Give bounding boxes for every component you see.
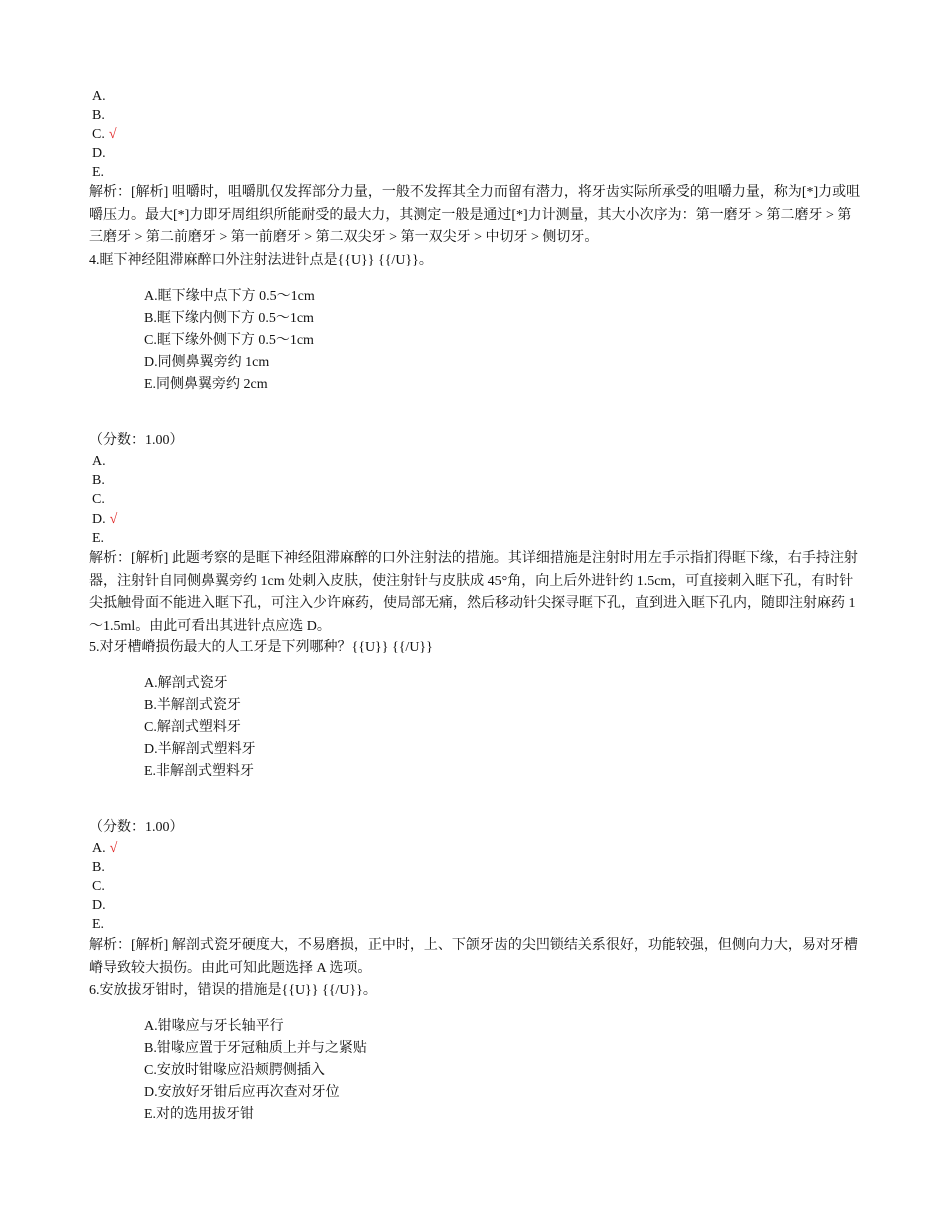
choice-d: D.半解剖式塑料牙: [144, 742, 256, 757]
choice-e: E.对的选用拔牙钳: [144, 1107, 255, 1122]
answer-option-e: E.: [92, 531, 105, 546]
answer-option-d: D.: [92, 898, 106, 913]
choice-b: B.半解剖式瓷牙: [144, 698, 241, 713]
question-title: 4.眶下神经阻滞麻醉口外注射法进针点是{{U}} {{/U}}。: [89, 253, 433, 268]
correct-check-mark: √: [109, 512, 118, 527]
answer-option-c: C.: [92, 879, 105, 894]
choice-a: A.钳喙应与牙长轴平行: [144, 1019, 284, 1034]
choice-b: B.钳喙应置于牙冠釉质上并与之紧贴: [144, 1041, 367, 1056]
choice-e: E.同侧鼻翼旁约 2cm: [144, 377, 268, 392]
choice-b: B.眶下缘内侧下方 0.5～1cm: [144, 311, 314, 326]
answer-option-b: B.: [92, 473, 105, 488]
answer-option-b: B.: [92, 108, 105, 123]
score-label: （分数：1.00）: [89, 820, 184, 835]
answer-option-c: C.: [92, 492, 105, 507]
answer-option-d: D.: [92, 146, 106, 161]
question-title: 6.安放拔牙钳时，错误的措施是{{U}} {{/U}}。: [89, 983, 377, 998]
choice-d: D.同侧鼻翼旁约 1cm: [144, 355, 270, 370]
answer-option-a: A.: [92, 454, 106, 469]
question-title: 5.对牙槽嵴损伤最大的人工牙是下列哪种？{{U}} {{/U}}: [89, 640, 433, 655]
answer-option-c: C. √: [92, 127, 117, 142]
choice-a: A.解剖式瓷牙: [144, 676, 228, 691]
score-label: （分数：1.00）: [89, 433, 184, 448]
choice-c: C.解剖式塑料牙: [144, 720, 241, 735]
analysis-text: 解析：[解析] 解剖式瓷牙硬度大，不易磨损，正中时，上、下颌牙齿的尖凹锁结关系很好，功能较强，但侧向力大，易对牙槽嵴导致较大损伤。由此可知此题选择 A 选项。: [89, 938, 858, 976]
answer-option-a: A.: [92, 89, 106, 104]
answer-option-b: B.: [92, 860, 105, 875]
answer-option-a: A. √: [92, 841, 118, 856]
correct-check-mark: √: [109, 841, 118, 856]
answer-option-d: D. √: [92, 512, 118, 527]
choice-c: C.眶下缘外侧下方 0.5～1cm: [144, 333, 314, 348]
answer-option-e: E.: [92, 917, 105, 932]
choice-a: A.眶下缘中点下方 0.5～1cm: [144, 289, 315, 304]
choice-d: D.安放好牙钳后应再次查对牙位: [144, 1085, 340, 1100]
choice-c: C.安放时钳喙应沿颊腭侧插入: [144, 1063, 325, 1078]
correct-check-mark: √: [108, 127, 117, 142]
answer-option-e: E.: [92, 165, 105, 180]
analysis-text: 解析：[解析] 咀嚼时，咀嚼肌仅发挥部分力量，一般不发挥其全力而留有潜力，将牙齿实际所承受的咀嚼力量，称为[*]力或咀嚼压力。最大[*]力即牙周组织所能耐受的最大力，其测定一般是通过[*]力计测量，其大小次序为：第一磨牙 > 第二磨牙 > 第三磨牙 > 第二前磨牙 > 第一前磨牙 > 第二双尖牙 > 第一双尖牙 > 中切牙 > 侧切牙。: [89, 185, 861, 245]
choice-e: E.非解剖式塑料牙: [144, 764, 255, 779]
analysis-text: 解析：[解析] 此题考察的是眶下神经阻滞麻醉的口外注射法的措施。其详细措施是注射时用左手示指扪得眶下缘，右手持注射器，注射针自同侧鼻翼旁约 1cm 处刺入皮肤，使注射针与皮肤成 45°角，向上后外进针约 1.5cm，可直接刺入眶下孔，有时针尖抵触骨面不能进入眶下孔，可注入少许麻药，使局部无痛，然后移动针尖探寻眶下孔，直到进入眶下孔内，随即注射麻药 1～1.5ml。由此可看出其进针点应选 D。: [89, 551, 858, 634]
